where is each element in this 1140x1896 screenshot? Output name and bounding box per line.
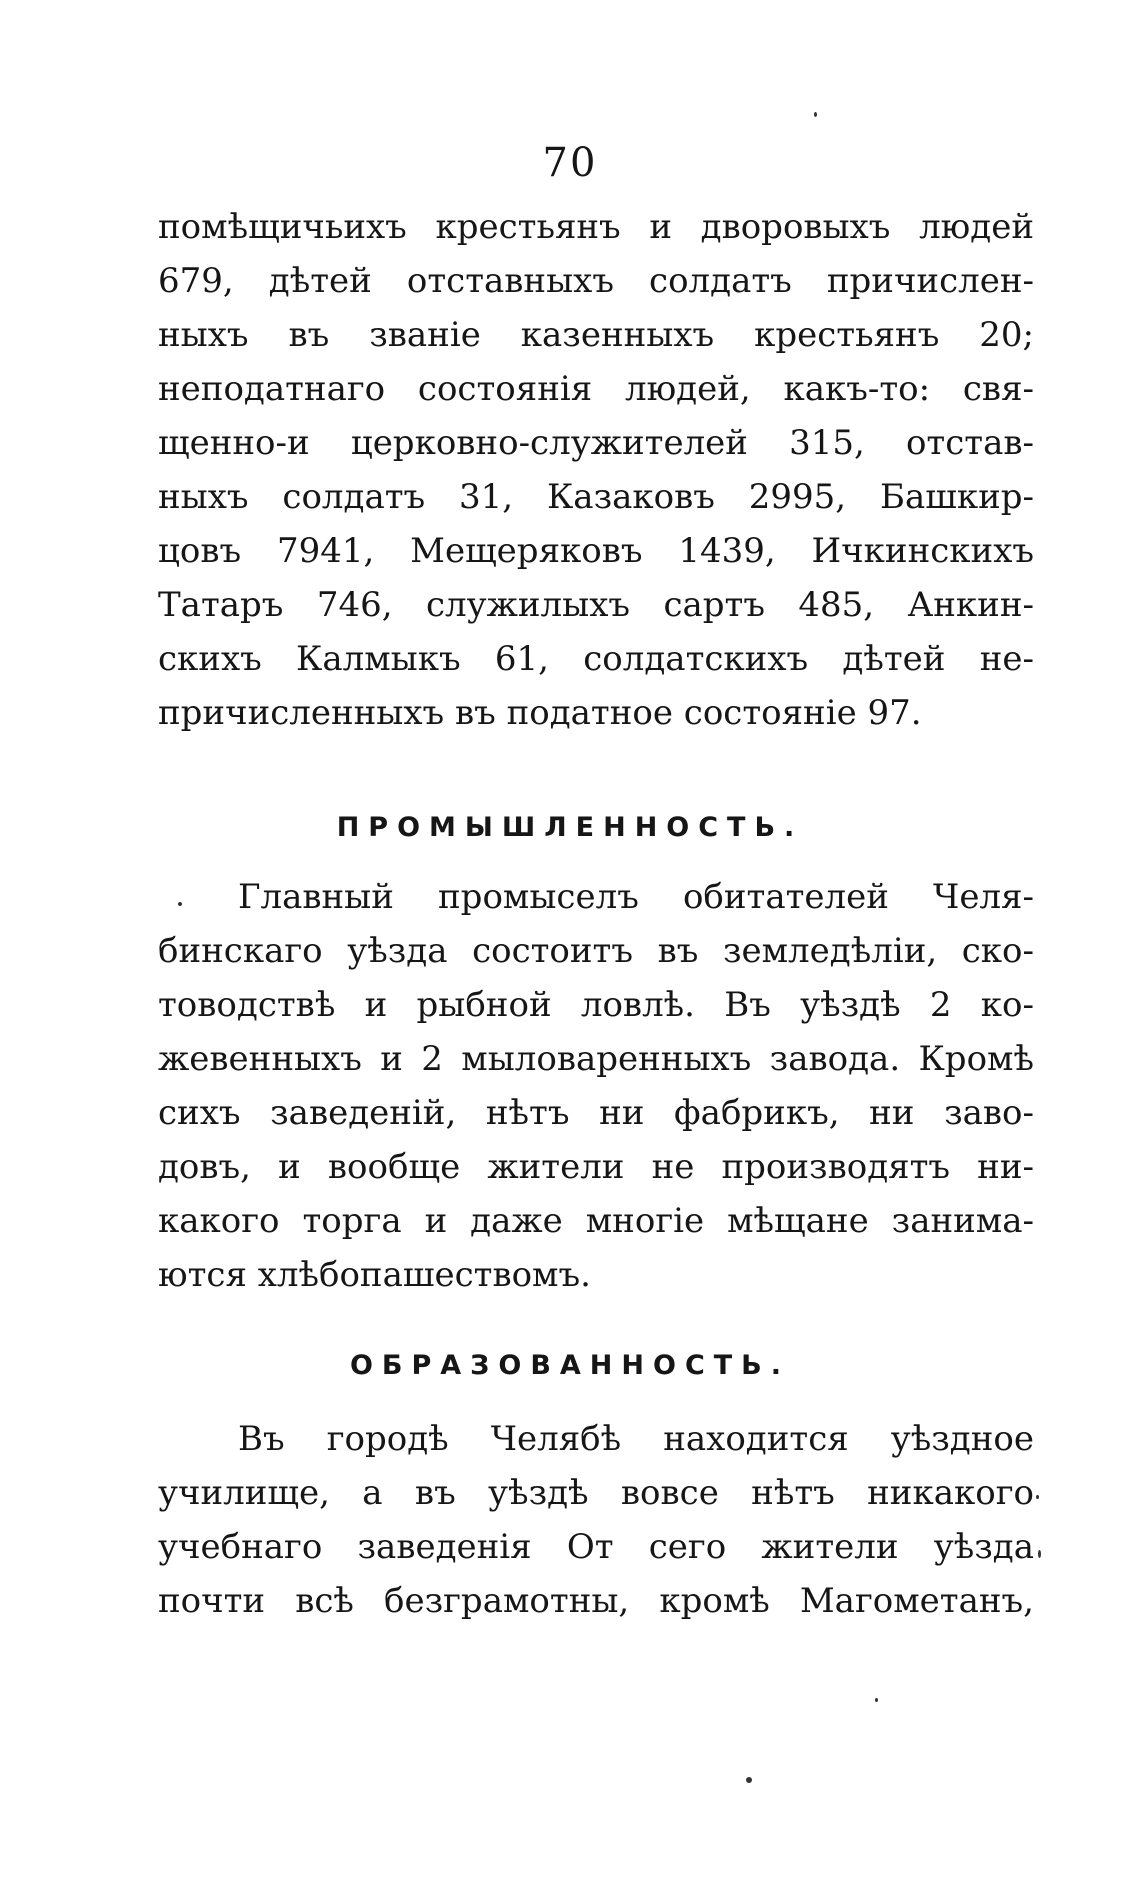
text-line: сихъ заведеній, нѣтъ ни фабрикъ, ни заво- <box>158 1093 1034 1133</box>
text-line: неподатнаго состоянія людей, какъ-то: свя- <box>158 369 1034 409</box>
text-line: почти всѣ безграмотны, кромѣ Магометанъ, <box>158 1581 1034 1621</box>
scan-speck <box>746 1777 752 1783</box>
text-line: товодствѣ и рыбной ловлѣ. Въ уѣздѣ 2 ко- <box>158 985 1034 1025</box>
text-line: ныхъ въ званіе казенныхъ крестьянъ 20; <box>158 315 1034 355</box>
section-heading-industry: ПРОМЫШЛЕННОСТЬ. <box>336 812 804 843</box>
scan-speck <box>1036 1495 1039 1499</box>
text-line: довъ, и вообще жители не производятъ ни- <box>158 1147 1034 1187</box>
text-line: ются хлѣбопашествомъ. <box>158 1255 591 1295</box>
text-line: 679, дѣтей отставныхъ солдатъ причислен- <box>158 261 1034 301</box>
text-line: бинскаго уѣзда состоитъ въ земледѣліи, ско- <box>158 931 1034 971</box>
text-line: помѣщичьихъ крестьянъ и дворовыхъ людей <box>158 207 1034 247</box>
scan-speck <box>1038 1550 1041 1558</box>
text-line: ныхъ солдатъ 31, Казаковъ 2995, Башкир- <box>158 477 1034 517</box>
page-number: 70 <box>542 140 598 186</box>
text-line: скихъ Калмыкъ 61, солдатскихъ дѣтей не- <box>158 639 1034 679</box>
text-line: цовъ 7941, Мещеряковъ 1439, Ичкинскихъ <box>158 531 1034 571</box>
scan-speck <box>178 902 182 906</box>
paragraph-industry <box>158 870 1034 1302</box>
scan-speck <box>814 112 817 117</box>
text-line: какого торга и даже многіе мѣщане занима- <box>158 1201 1034 1241</box>
text-line: училище, а въ уѣздѣ вовсе нѣтъ никакого <box>158 1473 1034 1513</box>
text-line: причисленныхъ въ податное состояніе 97. <box>158 693 922 733</box>
text-line: Татаръ 746, служилыхъ сартъ 485, Анкин- <box>158 585 1034 625</box>
text-line: учебнаго заведенія От сего жители уѣзда <box>158 1527 1034 1567</box>
text-line: щенно-и церковно-служителей 315, отстав- <box>158 423 1034 463</box>
text-line: Въ городѣ Челябѣ находится уѣздное <box>238 1419 1034 1459</box>
scan-speck <box>875 1698 878 1702</box>
paragraph-population <box>158 200 1034 740</box>
text-line: Главный промыселъ обитателей Челя- <box>238 877 1034 917</box>
paragraph-education <box>158 1412 1034 1628</box>
text-line: жевенныхъ и 2 мыловаренныхъ завода. Кромѣ <box>158 1039 1034 1079</box>
section-heading-education: ОБРАЗОВАННОСТЬ. <box>349 1350 791 1381</box>
